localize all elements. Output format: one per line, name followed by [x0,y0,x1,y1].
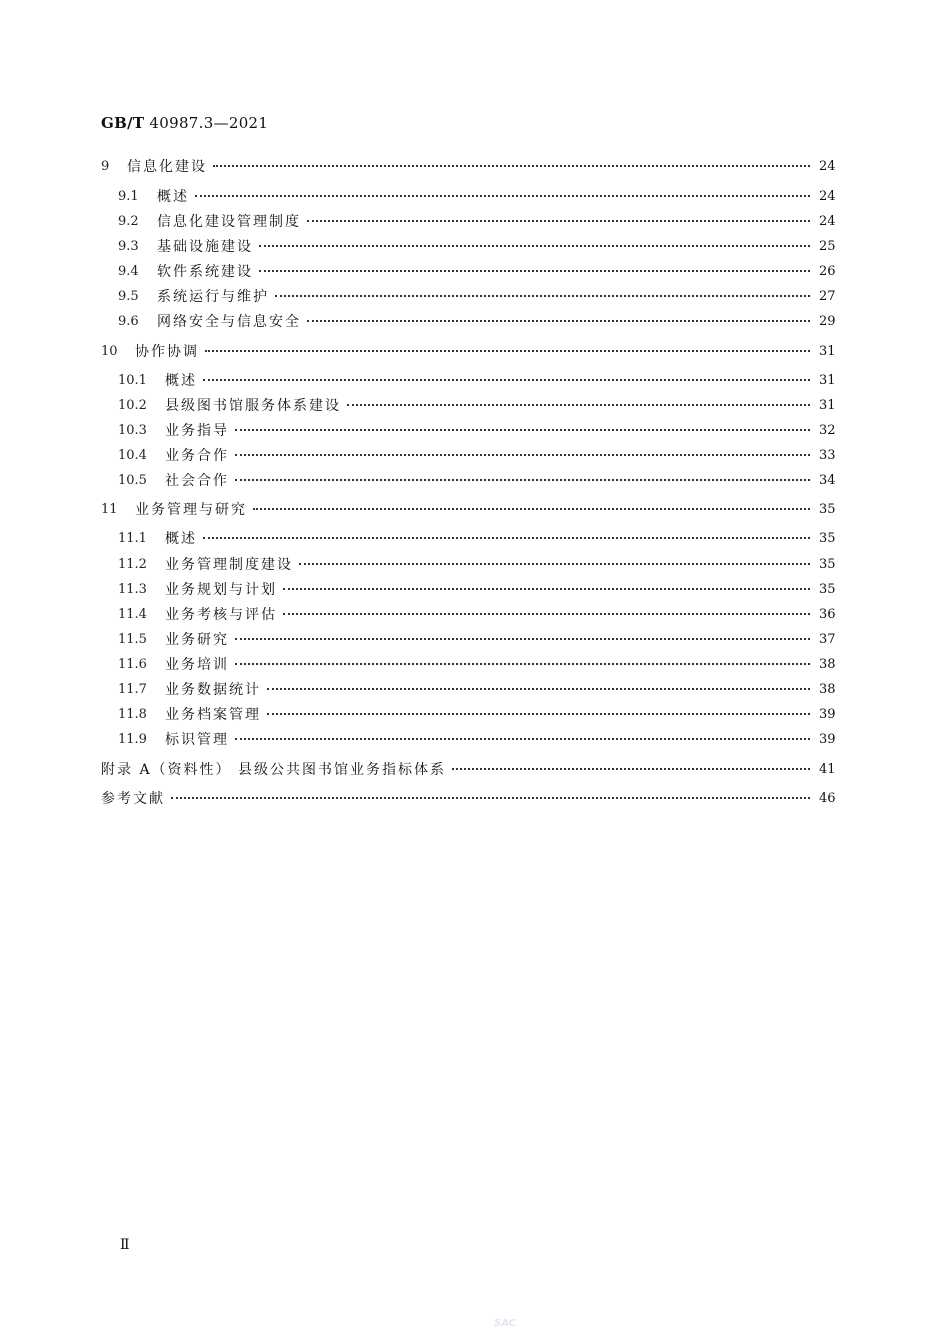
toc-dot-leader [203,379,810,381]
toc-entry[interactable] [0,445,950,465]
toc-entry[interactable] [0,286,950,306]
toc-dot-leader [203,537,810,539]
toc-entry[interactable] [0,729,950,749]
toc-entry[interactable] [0,341,950,361]
toc-entry-page: 34 [819,473,839,488]
toc-entry-title: 业务指导 [165,420,233,440]
toc-dot-leader [235,663,810,665]
toc-entry-title: 业务档案管理 [165,704,265,724]
toc-dot-leader [235,638,810,640]
toc-entry-title: 概述 [165,370,201,390]
toc-entry[interactable] [0,528,950,548]
toc-entry-page: 35 [819,582,839,597]
toc-entry-page: 39 [819,732,839,747]
toc-entry-title: 概述 [165,528,201,548]
toc-dot-leader [452,768,810,770]
toc-entry-page: 29 [819,314,839,329]
toc-entry-page: 36 [819,607,839,622]
toc-entry[interactable] [0,499,950,519]
toc-entry-title: 业务培训 [165,654,233,674]
toc-entry-title: 业务合作 [165,445,233,465]
toc-entry-page: 32 [819,423,839,438]
toc-entry[interactable] [0,470,950,490]
toc-entry-title: 附录 A（资料性） 县级公共图书馆业务指标体系 [101,759,450,779]
toc-entry-number: 9.3 [118,238,139,254]
toc-entry-number: 11.8 [118,706,147,722]
toc-entry-number: 11.7 [118,681,147,697]
toc-entry[interactable] [0,788,950,808]
toc-entry[interactable] [0,554,950,574]
toc-dot-leader [307,220,810,222]
toc-entry[interactable] [0,370,950,390]
toc-entry-page: 31 [819,398,839,413]
toc-entry-page: 24 [819,214,839,229]
toc-entry-page: 35 [819,502,839,517]
toc-entry-number: 10.4 [118,447,147,463]
page-number: Ⅱ [120,1237,130,1253]
toc-entry-title: 概述 [157,186,193,206]
toc-entry-title: 协作协调 [135,341,203,361]
toc-dot-leader [235,479,810,481]
toc-entry-page: 38 [819,657,839,672]
toc-dot-leader [235,738,810,740]
standard-prefix: GB/T [101,114,145,132]
standard-number: 40987.3—2021 [149,114,269,132]
toc-entry-title: 业务管理与研究 [135,499,251,519]
toc-dot-leader [267,688,810,690]
toc-entry-number: 10.2 [118,397,147,413]
toc-entry-page: 26 [819,264,839,279]
toc-dot-leader [171,797,810,799]
toc-entry-page: 39 [819,707,839,722]
toc-entry-page: 46 [819,791,839,806]
toc-entry-number: 9.4 [118,263,139,279]
toc-dot-leader [267,713,810,715]
toc-entry-title: 系统运行与维护 [157,286,273,306]
toc-entry-number: 9 [101,158,110,174]
toc-dot-leader [235,429,810,431]
toc-entry-title: 县级图书馆服务体系建设 [165,395,345,415]
toc-entry[interactable] [0,654,950,674]
toc-entry-number: 9.1 [118,188,139,204]
toc-entry-page: 37 [819,632,839,647]
toc-entry-title: 业务管理制度建设 [165,554,297,574]
toc-entry-title: 业务研究 [165,629,233,649]
toc-entry[interactable] [0,704,950,724]
toc-entry-page: 35 [819,531,839,546]
toc-dot-leader [195,195,810,197]
toc-dot-leader [235,454,810,456]
toc-entry-number: 9.5 [118,288,139,304]
toc-dot-leader [283,613,810,615]
toc-entry[interactable] [0,211,950,231]
toc-entry-page: 24 [819,189,839,204]
toc-entry-title: 基础设施建设 [157,236,257,256]
toc-entry[interactable] [0,261,950,281]
toc-entry[interactable] [0,186,950,206]
toc-entry[interactable] [0,236,950,256]
toc-entry-number: 9.6 [118,313,139,329]
toc-entry[interactable] [0,759,950,779]
toc-dot-leader [307,320,810,322]
toc-entry-page: 38 [819,682,839,697]
toc-entry-title: 网络安全与信息安全 [157,311,305,331]
toc-entry-number: 10.1 [118,372,147,388]
toc-entry-title: 软件系统建设 [157,261,257,281]
toc-dot-leader [213,165,810,167]
toc-entry[interactable] [0,629,950,649]
toc-entry-title: 业务数据统计 [165,679,265,699]
toc-entry-title: 社会合作 [165,470,233,490]
toc-entry-number: 10 [101,343,118,359]
toc-dot-leader [259,245,810,247]
toc-entry-page: 25 [819,239,839,254]
toc-entry-title: 业务考核与评估 [165,604,281,624]
toc-dot-leader [283,588,810,590]
toc-entry-number: 11.1 [118,530,147,546]
toc-entry[interactable] [0,311,950,331]
toc-entry-number: 11.9 [118,731,147,747]
toc-entry-title: 标识管理 [165,729,233,749]
toc-entry-title: 信息化建设 [127,156,211,176]
toc-entry-page: 24 [819,159,839,174]
toc-dot-leader [299,563,810,565]
toc-entry-number: 9.2 [118,213,139,229]
toc-dot-leader [253,508,810,510]
toc-entry-title: 业务规划与计划 [165,579,281,599]
toc-entry-title: 信息化建设管理制度 [157,211,305,231]
toc-entry-number: 11.3 [118,581,147,597]
toc-entry-number: 11 [101,501,118,517]
toc-entry-page: 41 [819,762,839,777]
toc-entry-page: 31 [819,373,839,388]
toc-entry-title: 参考文献 [101,788,169,808]
toc-entry-number: 10.3 [118,422,147,438]
toc-entry-page: 31 [819,344,839,359]
toc-entry[interactable] [0,156,950,176]
toc-entry[interactable] [0,679,950,699]
toc-entry[interactable] [0,420,950,440]
toc-entry[interactable] [0,604,950,624]
toc-dot-leader [347,404,810,406]
toc-dot-leader [259,270,810,272]
toc-entry-page: 35 [819,557,839,572]
toc-entry-number: 11.6 [118,656,147,672]
toc-entry-number: 11.2 [118,556,147,572]
sac-watermark: SAC [494,1318,516,1329]
toc-entry-number: 10.5 [118,472,147,488]
toc-entry-page: 33 [819,448,839,463]
toc-entry[interactable] [0,395,950,415]
document-header [101,114,268,132]
toc-entry-page: 27 [819,289,839,304]
toc-entry-number: 11.5 [118,631,147,647]
toc-entry-number: 11.4 [118,606,147,622]
toc-dot-leader [275,295,810,297]
toc-dot-leader [205,350,810,352]
toc-entry[interactable] [0,579,950,599]
